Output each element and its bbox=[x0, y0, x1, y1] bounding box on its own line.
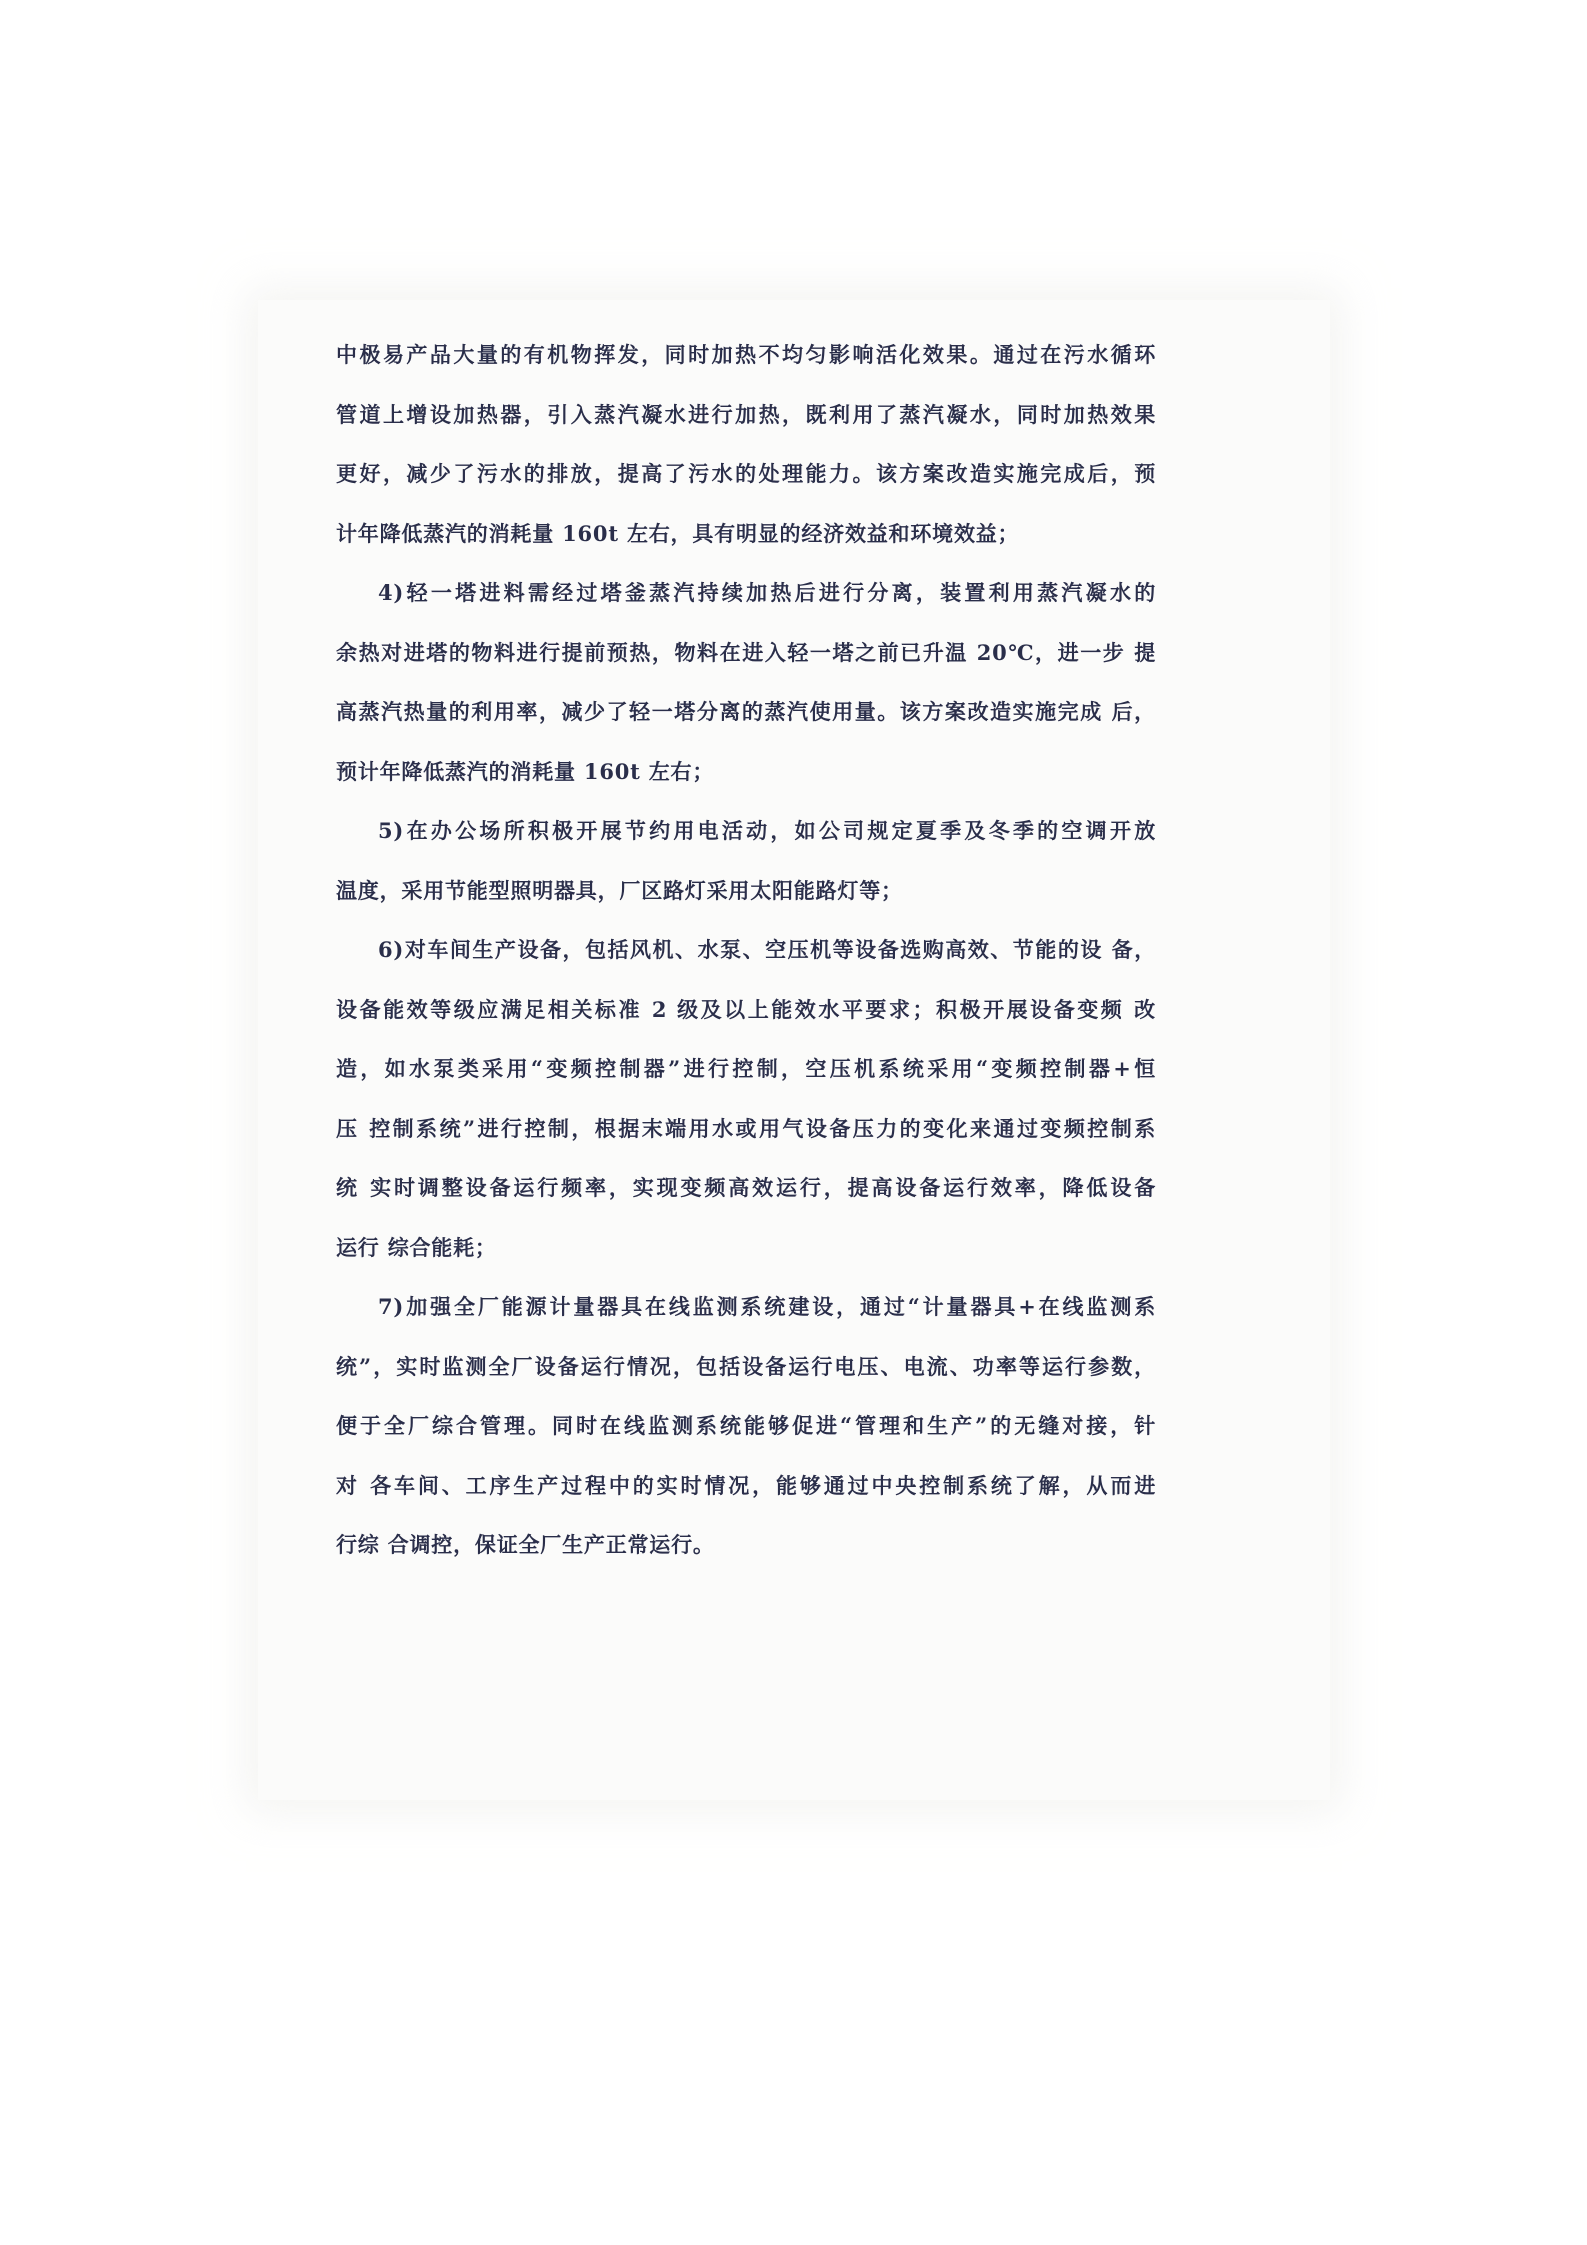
text-line: 统 实时调整设备运行频率，实现变频高效运行，提高设备运行效率，降低设备 bbox=[336, 1175, 1156, 1200]
text-line: 对 各车间、工序生产过程中的实时情况，能够通过中央控制系统了解，从而进 bbox=[336, 1472, 1156, 1498]
text-line: 更好，减少了污水的排放，提高了污水的处理能力。该方案改造实施完成后，预 bbox=[336, 461, 1156, 486]
paragraph-start-5: 5)在办公场所积极开展节约用电活动，如公司规定夏季及冬季的空调开放 bbox=[378, 818, 1156, 843]
text-line: 造，如水泵类采用“变频控制器”进行控制，空压机系统采用“变频控制器+恒 bbox=[336, 1056, 1156, 1081]
paragraph-start-4: 4)轻一塔进料需经过塔釜蒸汽持续加热后进行分离，装置利用蒸汽凝水的 bbox=[378, 580, 1156, 605]
text-line: 中极易产品大量的有机物挥发，同时加热不均匀影响活化效果。通过在污水循环 bbox=[336, 342, 1156, 367]
text-line: 便于全厂综合管理。同时在线监测系统能够促进“管理和生产”的无缝对接，针 bbox=[336, 1413, 1156, 1438]
paragraph-start-6: 6)对车间生产设备，包括风机、水泵、空压机等设备选购高效、节能的设 备， bbox=[378, 937, 1156, 962]
text-line: 计年降低蒸汽的消耗量 160t 左右，具有明显的经济效益和环境效益； bbox=[336, 520, 1020, 546]
text-line: 余热对进塔的物料进行提前预热，物料在进入轻一塔之前已升温 20℃，进一步 提 bbox=[336, 639, 1156, 665]
text-line: 设备能效等级应满足相关标准 2 级及以上能效水平要求；积极开展设备变频 改 bbox=[336, 996, 1156, 1022]
text-line: 高蒸汽热量的利用率，减少了轻一塔分离的蒸汽使用量。该方案改造实施完成 后， bbox=[336, 699, 1156, 724]
paragraph-start-7: 7)加强全厂能源计量器具在线监测系统建设，通过“计量器具+在线监测系 bbox=[378, 1294, 1156, 1319]
text-line: 压 控制系统”进行控制，根据末端用水或用气设备压力的变化来通过变频控制系 bbox=[336, 1115, 1156, 1141]
text-line: 统”，实时监测全厂设备运行情况，包括设备运行电压、电流、功率等运行参数， bbox=[336, 1353, 1156, 1379]
text-line: 温度，采用节能型照明器具，厂区路灯采用太阳能路灯等； bbox=[336, 877, 903, 903]
text-line: 运行 综合能耗； bbox=[336, 1234, 497, 1260]
text-line: 预计年降低蒸汽的消耗量 160t 左右； bbox=[336, 758, 715, 784]
text-line: 管道上增设加热器，引入蒸汽凝水进行加热，既利用了蒸汽凝水，同时加热效果 bbox=[336, 401, 1156, 427]
text-line: 行综 合调控，保证全厂生产正常运行。 bbox=[336, 1532, 715, 1557]
document-body bbox=[336, 330, 1156, 1580]
